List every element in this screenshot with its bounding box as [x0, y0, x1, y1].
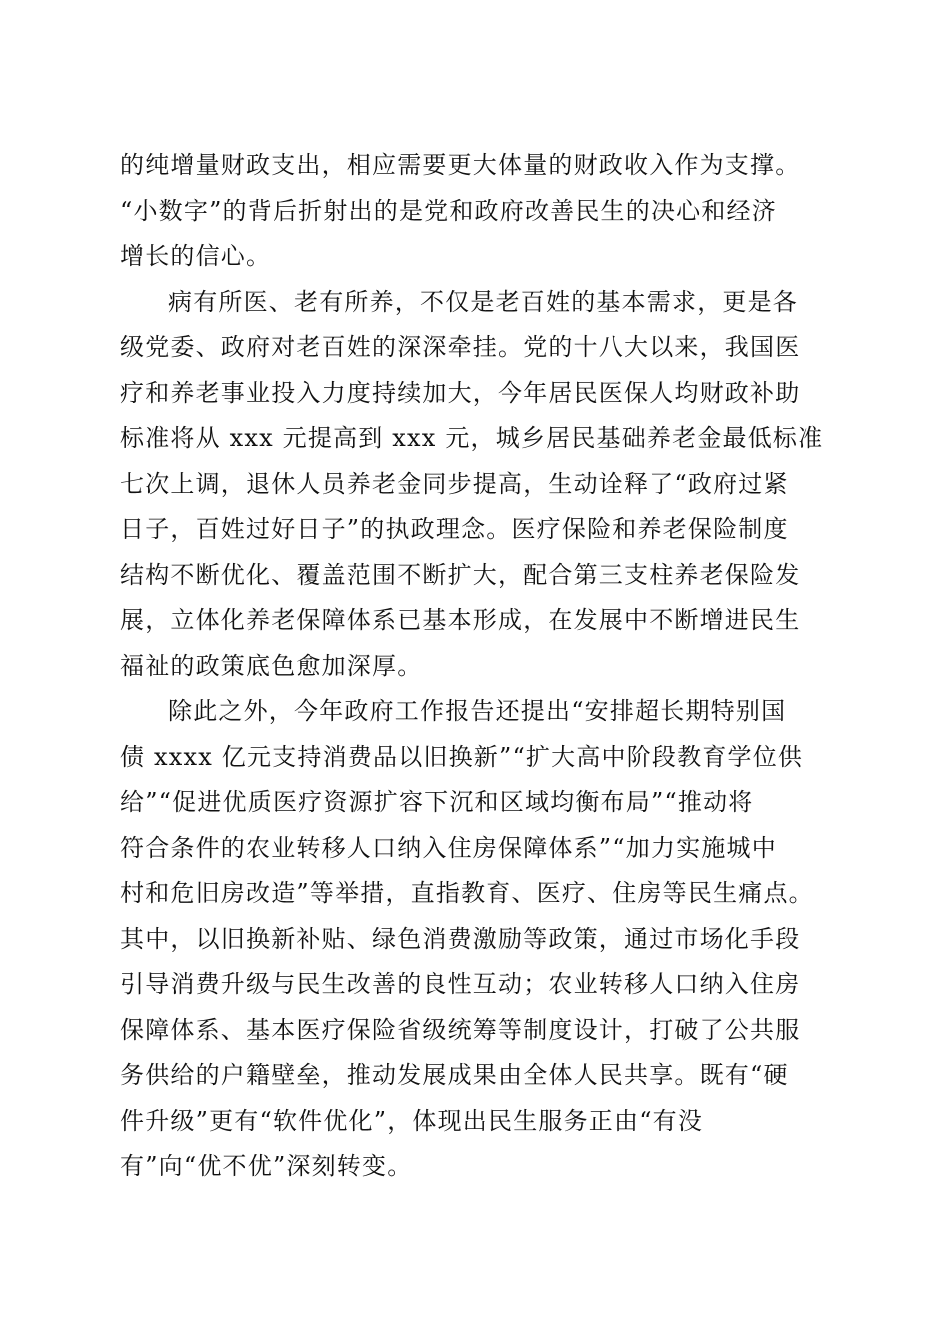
text-line: 保障体系、基本医疗保险省级统筹等制度设计，打破了公共服 [120, 1015, 801, 1044]
text-line: 日子，百姓过好日子”的执政理念。医疗保险和养老保险制度 [120, 515, 789, 543]
text-line: 除此之外，今年政府工作报告还提出“安排超长期特别国 [168, 697, 787, 725]
text-line: 引导消费升级与民生改善的良性互动；农业转移人口纳入住房 [120, 970, 801, 998]
text-line: 符合条件的农业转移人口纳入住房保障体系”“加力实施城中 [120, 833, 777, 862]
text-line: 展，立体化养老保障体系已基本形成，在发展中不断增进民生 [120, 606, 801, 634]
text-line: 增长的信心。 [120, 242, 272, 270]
paragraph [120, 143, 840, 280]
body-text [120, 143, 840, 1190]
paragraph [120, 280, 840, 690]
text-line: 结构不断优化、覆盖范围不断扩大，配合第三支柱养老保险发 [120, 560, 801, 589]
text-line: 给”“促进优质医疗资源扩容下沉和区域均衡布局”“推动将 [120, 788, 754, 816]
text-line: 债 xxxx 亿元支持消费品以旧换新”“扩大高中阶段教育学位供 [120, 742, 804, 771]
text-line: 疗和养老事业投入力度持续加大，今年居民医保人均财政补助 [120, 378, 801, 407]
text-line: 标准将从 xxx 元提高到 xxx 元，城乡居民基础养老金最低标准 [120, 424, 824, 452]
text-line: 级党委、政府对老百姓的深深牵挂。党的十八大以来，我国医 [120, 333, 801, 361]
text-line: 村和危旧房改造”等举措，直指教育、医疗、住房等民生痛点。 [120, 879, 814, 907]
text-line: 务供给的户籍壁垒，推动发展成果由全体人民共享。既有“硬 [120, 1061, 789, 1089]
text-line: 的纯增量财政支出，相应需要更大体量的财政收入作为支撑。 [120, 151, 801, 179]
text-line: 其中，以旧换新补贴、绿色消费激励等政策，通过市场化手段 [120, 924, 801, 953]
text-line: 病有所医、老有所养，不仅是老百姓的基本需求，更是各 [168, 287, 798, 316]
text-line: “小数字”的背后折射出的是党和政府改善民生的决心和经济 [120, 196, 777, 225]
text-line: 福祉的政策底色愈加深厚。 [120, 651, 423, 680]
text-line: 有”向“优不优”深刻转变。 [120, 1152, 413, 1180]
text-line: 件升级”更有“软件优化”，体现出民生服务正由“有没 [120, 1106, 704, 1135]
text-line: 七次上调，退休人员养老金同步提高，生动诠释了“政府过紧 [120, 469, 789, 498]
paragraph [120, 689, 840, 1190]
